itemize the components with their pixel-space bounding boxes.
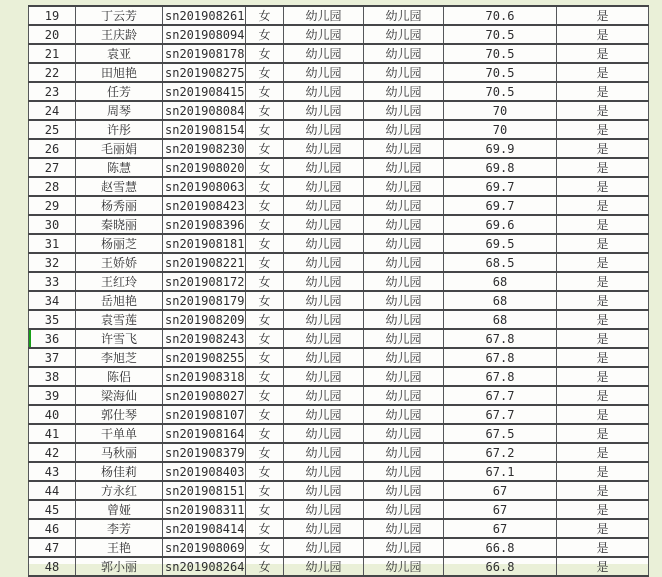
cell-exam-id[interactable]: sn201908181 — [163, 234, 246, 253]
cell-gender[interactable]: 女 — [246, 443, 284, 462]
cell-name[interactable]: 陈侣 — [76, 367, 163, 386]
cell-row-number[interactable]: 26 — [29, 139, 76, 158]
cell-position[interactable]: 幼儿园 — [364, 405, 444, 424]
cell-qualified[interactable]: 是 — [557, 386, 649, 405]
cell-exam-id[interactable]: sn201908151 — [163, 481, 246, 500]
cell-name[interactable]: 梁海仙 — [76, 386, 163, 405]
cell-qualified[interactable]: 是 — [557, 82, 649, 101]
cell-gender[interactable]: 女 — [246, 538, 284, 557]
cell-score[interactable]: 69.8 — [444, 158, 557, 177]
cell-qualified[interactable]: 是 — [557, 139, 649, 158]
cell-exam-id[interactable]: sn201908063 — [163, 177, 246, 196]
cell-exam-id[interactable]: sn201908069 — [163, 538, 246, 557]
cell-qualified[interactable]: 是 — [557, 196, 649, 215]
cell-exam-id[interactable]: sn201908172 — [163, 272, 246, 291]
cell-position[interactable]: 幼儿园 — [364, 348, 444, 367]
cell-name[interactable]: 方永红 — [76, 481, 163, 500]
cell-qualified[interactable]: 是 — [557, 291, 649, 310]
cell-qualified[interactable]: 是 — [557, 234, 649, 253]
cell-row-number[interactable]: 46 — [29, 519, 76, 538]
cell-unit[interactable]: 幼儿园 — [284, 44, 364, 63]
cell-row-number[interactable]: 39 — [29, 386, 76, 405]
cell-position[interactable]: 幼儿园 — [364, 82, 444, 101]
cell-position[interactable]: 幼儿园 — [364, 500, 444, 519]
cell-exam-id[interactable]: sn201908164 — [163, 424, 246, 443]
cell-qualified[interactable]: 是 — [557, 557, 649, 576]
cell-qualified[interactable]: 是 — [557, 424, 649, 443]
cell-row-number[interactable]: 38 — [29, 367, 76, 386]
cell-position[interactable]: 幼儿园 — [364, 253, 444, 272]
cell-name[interactable]: 陈慧 — [76, 158, 163, 177]
cell-score[interactable]: 70.5 — [444, 44, 557, 63]
cell-score[interactable]: 67 — [444, 481, 557, 500]
cell-name[interactable]: 秦晓丽 — [76, 215, 163, 234]
cell-gender[interactable]: 女 — [246, 367, 284, 386]
table-row — [29, 272, 649, 291]
table-row — [29, 25, 649, 44]
cell-qualified[interactable]: 是 — [557, 177, 649, 196]
cell-position[interactable]: 幼儿园 — [364, 215, 444, 234]
cell-gender[interactable]: 女 — [246, 158, 284, 177]
cell-name[interactable]: 王娇娇 — [76, 253, 163, 272]
cell-exam-id[interactable]: sn201908423 — [163, 196, 246, 215]
cell-unit[interactable]: 幼儿园 — [284, 310, 364, 329]
cell-position[interactable]: 幼儿园 — [364, 329, 444, 348]
table-row — [29, 101, 649, 120]
cell-exam-id[interactable]: sn201908230 — [163, 139, 246, 158]
cell-gender[interactable]: 女 — [246, 215, 284, 234]
cell-position[interactable]: 幼儿园 — [364, 272, 444, 291]
cell-exam-id[interactable]: sn201908414 — [163, 519, 246, 538]
cell-row-number[interactable]: 44 — [29, 481, 76, 500]
cell-position[interactable]: 幼儿园 — [364, 44, 444, 63]
cell-score[interactable]: 70 — [444, 101, 557, 120]
cell-position[interactable]: 幼儿园 — [364, 139, 444, 158]
table-row — [29, 538, 649, 557]
table-row — [29, 158, 649, 177]
table-row — [29, 310, 649, 329]
cell-gender[interactable]: 女 — [246, 44, 284, 63]
cell-position[interactable]: 幼儿园 — [364, 6, 444, 25]
cell-name[interactable]: 郭小丽 — [76, 557, 163, 576]
cell-score[interactable]: 67.7 — [444, 386, 557, 405]
cell-row-number[interactable]: 20 — [29, 25, 76, 44]
table-row — [29, 82, 649, 101]
cell-name[interactable]: 杨佳莉 — [76, 462, 163, 481]
cell-exam-id[interactable]: sn201908209 — [163, 310, 246, 329]
cell-name[interactable]: 丁云芳 — [76, 6, 163, 25]
cell-gender[interactable]: 女 — [246, 462, 284, 481]
cell-unit[interactable]: 幼儿园 — [284, 405, 364, 424]
cell-position[interactable]: 幼儿园 — [364, 177, 444, 196]
cell-gender[interactable]: 女 — [246, 500, 284, 519]
table-row — [29, 367, 649, 386]
cell-row-number[interactable]: 19 — [29, 6, 76, 25]
cell-gender[interactable]: 女 — [246, 253, 284, 272]
cell-unit[interactable]: 幼儿园 — [284, 215, 364, 234]
cell-score[interactable]: 70 — [444, 120, 557, 139]
cell-unit[interactable]: 幼儿园 — [284, 63, 364, 82]
table-row — [29, 386, 649, 405]
cell-unit[interactable]: 幼儿园 — [284, 329, 364, 348]
cell-qualified[interactable]: 是 — [557, 25, 649, 44]
cell-unit[interactable]: 幼儿园 — [284, 538, 364, 557]
cell-name[interactable]: 许雪飞 — [76, 329, 163, 348]
cell-score[interactable]: 68 — [444, 272, 557, 291]
cell-exam-id[interactable]: sn201908178 — [163, 44, 246, 63]
cell-gender[interactable]: 女 — [246, 481, 284, 500]
cell-position[interactable]: 幼儿园 — [364, 234, 444, 253]
cell-unit[interactable]: 幼儿园 — [284, 481, 364, 500]
cell-exam-id[interactable]: sn201908415 — [163, 82, 246, 101]
cell-row-number[interactable]: 24 — [29, 101, 76, 120]
cell-exam-id[interactable]: sn201908107 — [163, 405, 246, 424]
cell-gender[interactable]: 女 — [246, 25, 284, 44]
cell-gender[interactable]: 女 — [246, 6, 284, 25]
cell-name[interactable]: 郭仕琴 — [76, 405, 163, 424]
cell-position[interactable]: 幼儿园 — [364, 291, 444, 310]
cell-unit[interactable]: 幼儿园 — [284, 6, 364, 25]
cell-unit[interactable]: 幼儿园 — [284, 177, 364, 196]
cell-name[interactable]: 杨丽芝 — [76, 234, 163, 253]
cell-unit[interactable]: 幼儿园 — [284, 443, 364, 462]
cell-exam-id[interactable]: sn201908027 — [163, 386, 246, 405]
cell-row-number[interactable]: 30 — [29, 215, 76, 234]
cell-score[interactable]: 69.9 — [444, 139, 557, 158]
cell-qualified[interactable]: 是 — [557, 63, 649, 82]
cell-position[interactable]: 幼儿园 — [364, 557, 444, 576]
cell-exam-id[interactable]: sn201908221 — [163, 253, 246, 272]
cell-unit[interactable]: 幼儿园 — [284, 196, 364, 215]
table-row — [29, 348, 649, 367]
cell-exam-id[interactable]: sn201908094 — [163, 25, 246, 44]
cell-gender[interactable]: 女 — [246, 139, 284, 158]
table-row — [29, 443, 649, 462]
table-row — [29, 519, 649, 538]
spreadsheet-visible-range — [28, 5, 648, 574]
table-row — [29, 329, 649, 348]
cell-name[interactable]: 赵雪慧 — [76, 177, 163, 196]
cell-gender[interactable]: 女 — [246, 272, 284, 291]
cell-unit[interactable]: 幼儿园 — [284, 272, 364, 291]
cell-gender[interactable]: 女 — [246, 177, 284, 196]
cell-qualified[interactable]: 是 — [557, 215, 649, 234]
cell-exam-id[interactable]: sn201908243 — [163, 329, 246, 348]
cell-row-number[interactable]: 29 — [29, 196, 76, 215]
cell-row-number[interactable]: 32 — [29, 253, 76, 272]
cell-position[interactable]: 幼儿园 — [364, 443, 444, 462]
cell-gender[interactable]: 女 — [246, 63, 284, 82]
cell-exam-id[interactable]: sn201908154 — [163, 120, 246, 139]
cell-unit[interactable]: 幼儿园 — [284, 82, 364, 101]
cell-position[interactable]: 幼儿园 — [364, 519, 444, 538]
cell-name[interactable]: 李芳 — [76, 519, 163, 538]
cell-gender[interactable]: 女 — [246, 557, 284, 576]
cell-score[interactable]: 67.7 — [444, 405, 557, 424]
cell-gender[interactable]: 女 — [246, 120, 284, 139]
cell-position[interactable]: 幼儿园 — [364, 481, 444, 500]
cell-score[interactable]: 68 — [444, 310, 557, 329]
cell-name[interactable]: 许彤 — [76, 120, 163, 139]
cell-gender[interactable]: 女 — [246, 424, 284, 443]
cell-unit[interactable]: 幼儿园 — [284, 234, 364, 253]
cell-gender[interactable]: 女 — [246, 519, 284, 538]
cell-name[interactable]: 毛丽娟 — [76, 139, 163, 158]
table-row — [29, 44, 649, 63]
cell-row-number[interactable]: 45 — [29, 500, 76, 519]
cell-gender[interactable]: 女 — [246, 310, 284, 329]
cell-qualified[interactable]: 是 — [557, 272, 649, 291]
cell-unit[interactable]: 幼儿园 — [284, 500, 364, 519]
cell-row-number[interactable]: 47 — [29, 538, 76, 557]
cell-qualified[interactable]: 是 — [557, 158, 649, 177]
cell-score[interactable]: 67.5 — [444, 424, 557, 443]
cell-unit[interactable]: 幼儿园 — [284, 367, 364, 386]
cell-name[interactable]: 岳旭艳 — [76, 291, 163, 310]
cell-score[interactable]: 68 — [444, 291, 557, 310]
table-row — [29, 291, 649, 310]
cell-exam-id[interactable]: sn201908379 — [163, 443, 246, 462]
cell-row-number[interactable]: 25 — [29, 120, 76, 139]
cell-qualified[interactable]: 是 — [557, 44, 649, 63]
cell-exam-id[interactable]: sn201908261 — [163, 6, 246, 25]
table-row — [29, 462, 649, 481]
cell-position[interactable]: 幼儿园 — [364, 386, 444, 405]
cell-unit[interactable]: 幼儿园 — [284, 253, 364, 272]
cell-score[interactable]: 67.8 — [444, 367, 557, 386]
table-row — [29, 120, 649, 139]
cell-exam-id[interactable]: sn201908264 — [163, 557, 246, 576]
cell-score[interactable]: 67.2 — [444, 443, 557, 462]
cell-unit[interactable]: 幼儿园 — [284, 158, 364, 177]
table-row — [29, 405, 649, 424]
cell-gender[interactable]: 女 — [246, 196, 284, 215]
cell-name[interactable]: 马秋丽 — [76, 443, 163, 462]
cell-exam-id[interactable]: sn201908179 — [163, 291, 246, 310]
cell-name[interactable]: 干单单 — [76, 424, 163, 443]
selected-cell[interactable]: 36 — [29, 329, 76, 348]
cell-row-number[interactable]: 35 — [29, 310, 76, 329]
table-row — [29, 500, 649, 519]
cell-row-number[interactable]: 42 — [29, 443, 76, 462]
cell-position[interactable]: 幼儿园 — [364, 367, 444, 386]
cell-score[interactable]: 67 — [444, 519, 557, 538]
cell-exam-id[interactable]: sn201908311 — [163, 500, 246, 519]
table-row — [29, 253, 649, 272]
cell-unit[interactable]: 幼儿园 — [284, 519, 364, 538]
cell-score[interactable]: 69.5 — [444, 234, 557, 253]
cell-position[interactable]: 幼儿园 — [364, 120, 444, 139]
cell-position[interactable]: 幼儿园 — [364, 63, 444, 82]
cell-exam-id[interactable]: sn201908275 — [163, 63, 246, 82]
cell-row-number[interactable]: 37 — [29, 348, 76, 367]
cell-name[interactable]: 王庆龄 — [76, 25, 163, 44]
cell-qualified[interactable]: 是 — [557, 101, 649, 120]
cell-position[interactable]: 幼儿园 — [364, 462, 444, 481]
cell-gender[interactable]: 女 — [246, 101, 284, 120]
cell-qualified[interactable]: 是 — [557, 6, 649, 25]
cell-qualified[interactable]: 是 — [557, 538, 649, 557]
cell-row-number[interactable]: 23 — [29, 82, 76, 101]
cell-score[interactable]: 69.7 — [444, 196, 557, 215]
cell-score[interactable]: 67 — [444, 500, 557, 519]
cell-gender[interactable]: 女 — [246, 291, 284, 310]
cell-unit[interactable]: 幼儿园 — [284, 139, 364, 158]
cell-exam-id[interactable]: sn201908020 — [163, 158, 246, 177]
cell-name[interactable]: 周琴 — [76, 101, 163, 120]
table-row — [29, 557, 649, 576]
cell-qualified[interactable]: 是 — [557, 500, 649, 519]
cell-position[interactable]: 幼儿园 — [364, 310, 444, 329]
table-row — [29, 215, 649, 234]
cell-name[interactable]: 任芳 — [76, 82, 163, 101]
cell-name[interactable]: 袁亚 — [76, 44, 163, 63]
cell-qualified[interactable]: 是 — [557, 367, 649, 386]
cell-gender[interactable]: 女 — [246, 329, 284, 348]
cell-exam-id[interactable]: sn201908318 — [163, 367, 246, 386]
cell-name[interactable]: 李旭芝 — [76, 348, 163, 367]
cell-unit[interactable]: 幼儿园 — [284, 120, 364, 139]
cell-score[interactable]: 66.8 — [444, 538, 557, 557]
table-row — [29, 6, 649, 25]
cell-score[interactable]: 70.5 — [444, 63, 557, 82]
cell-score[interactable]: 70.5 — [444, 25, 557, 44]
cell-name[interactable]: 王红玲 — [76, 272, 163, 291]
cell-score[interactable]: 69.6 — [444, 215, 557, 234]
cell-gender[interactable]: 女 — [246, 82, 284, 101]
cell-row-number[interactable]: 48 — [29, 557, 76, 576]
cell-row-number[interactable]: 27 — [29, 158, 76, 177]
cell-name[interactable]: 田旭艳 — [76, 63, 163, 82]
cell-unit[interactable]: 幼儿园 — [284, 101, 364, 120]
cell-position[interactable]: 幼儿园 — [364, 101, 444, 120]
cell-exam-id[interactable]: sn201908396 — [163, 215, 246, 234]
cell-unit[interactable]: 幼儿园 — [284, 348, 364, 367]
cell-row-number[interactable]: 34 — [29, 291, 76, 310]
spreadsheet-table — [28, 5, 649, 577]
cell-score[interactable]: 66.8 — [444, 557, 557, 576]
table-row — [29, 139, 649, 158]
cell-row-number[interactable]: 21 — [29, 44, 76, 63]
cell-exam-id[interactable]: sn201908403 — [163, 462, 246, 481]
cell-score[interactable]: 67.8 — [444, 348, 557, 367]
cell-qualified[interactable]: 是 — [557, 519, 649, 538]
cell-unit[interactable]: 幼儿园 — [284, 462, 364, 481]
cell-position[interactable]: 幼儿园 — [364, 158, 444, 177]
cell-position[interactable]: 幼儿园 — [364, 196, 444, 215]
cell-qualified[interactable]: 是 — [557, 462, 649, 481]
cell-unit[interactable]: 幼儿园 — [284, 386, 364, 405]
table-row — [29, 234, 649, 253]
cell-qualified[interactable]: 是 — [557, 253, 649, 272]
cell-score[interactable]: 68.5 — [444, 253, 557, 272]
table-row — [29, 424, 649, 443]
cell-qualified[interactable]: 是 — [557, 481, 649, 500]
cell-gender[interactable]: 女 — [246, 386, 284, 405]
cell-row-number[interactable]: 22 — [29, 63, 76, 82]
cell-name[interactable]: 曾娅 — [76, 500, 163, 519]
cell-exam-id[interactable]: sn201908255 — [163, 348, 246, 367]
cell-row-number[interactable]: 43 — [29, 462, 76, 481]
cell-gender[interactable]: 女 — [246, 348, 284, 367]
table-row — [29, 63, 649, 82]
table-row — [29, 177, 649, 196]
table-row — [29, 481, 649, 500]
cell-qualified[interactable]: 是 — [557, 310, 649, 329]
cell-name[interactable]: 袁雪莲 — [76, 310, 163, 329]
cell-gender[interactable]: 女 — [246, 405, 284, 424]
cell-score[interactable]: 67.1 — [444, 462, 557, 481]
cell-score[interactable]: 70.6 — [444, 6, 557, 25]
cell-name[interactable]: 杨秀丽 — [76, 196, 163, 215]
cell-position[interactable]: 幼儿园 — [364, 424, 444, 443]
cell-qualified[interactable]: 是 — [557, 329, 649, 348]
table-body — [29, 6, 649, 576]
cell-score[interactable]: 69.7 — [444, 177, 557, 196]
cell-score[interactable]: 67.8 — [444, 329, 557, 348]
cell-row-number[interactable]: 41 — [29, 424, 76, 443]
cell-position[interactable]: 幼儿园 — [364, 25, 444, 44]
cell-row-number[interactable]: 31 — [29, 234, 76, 253]
cell-qualified[interactable]: 是 — [557, 120, 649, 139]
cell-unit[interactable]: 幼儿园 — [284, 557, 364, 576]
cell-unit[interactable]: 幼儿园 — [284, 291, 364, 310]
cell-row-number[interactable]: 40 — [29, 405, 76, 424]
cell-position[interactable]: 幼儿园 — [364, 538, 444, 557]
cell-unit[interactable]: 幼儿园 — [284, 424, 364, 443]
cell-qualified[interactable]: 是 — [557, 405, 649, 424]
cell-score[interactable]: 70.5 — [444, 82, 557, 101]
cell-unit[interactable]: 幼儿园 — [284, 25, 364, 44]
table-row — [29, 196, 649, 215]
cell-qualified[interactable]: 是 — [557, 348, 649, 367]
cell-row-number[interactable]: 33 — [29, 272, 76, 291]
cell-row-number[interactable]: 28 — [29, 177, 76, 196]
cell-exam-id[interactable]: sn201908084 — [163, 101, 246, 120]
cell-name[interactable]: 王艳 — [76, 538, 163, 557]
cell-qualified[interactable]: 是 — [557, 443, 649, 462]
cell-gender[interactable]: 女 — [246, 234, 284, 253]
